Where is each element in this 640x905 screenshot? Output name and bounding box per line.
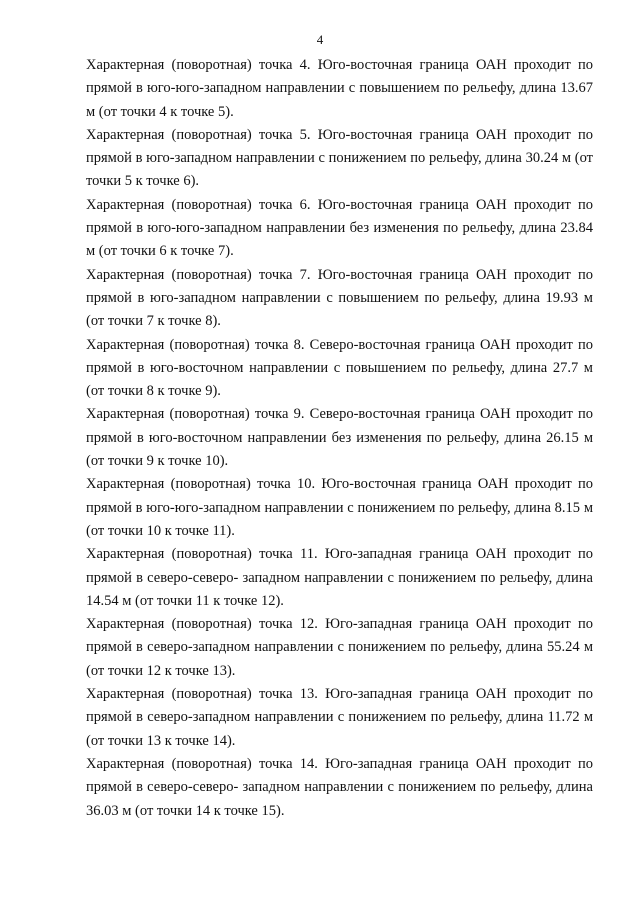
paragraph-point-8: Характерная (поворотная) точка 8. Северо-восточная граница ОАН проходит по прямой в юго-восточном направлении с повышением по рельефу, длина 27.7 м (от точки 8 к точке 9).: [86, 336, 593, 400]
document-body: [86, 54, 593, 823]
page-number: 4: [316, 32, 324, 47]
paragraph-point-12: Характерная (поворотная) точка 12. Юго-западная граница ОАН проходит по прямой в северо-западном направлении с понижением по рельефу, длина 55.24 м (от точки 12 к точке 13).: [86, 616, 593, 679]
paragraph-point-7: Характерная (поворотная) точка 7. Юго-восточная граница ОАН проходит по прямой в юго-западном направлении с повышением по рельефу, длина 19.93 м (от точки 7 к точке 8).: [86, 266, 593, 330]
paragraph-point-4: Характерная (поворотная) точка 4. Юго-восточная граница ОАН проходит по прямой в юго-юго-западном направлении с повышением по рельефу, длина 13.67 м (от точки 4 к точке 5).: [86, 57, 593, 120]
paragraph-point-11: Характерная (поворотная) точка 11. Юго-западная граница ОАН проходит по прямой в северо-северо- западном направлении с понижением по рельефу, длина 14.54 м (от точки 11 к точке 12).: [86, 546, 593, 609]
paragraph-point-13: Характерная (поворотная) точка 13. Юго-западная граница ОАН проходит по прямой в северо-западном направлении с понижением по рельефу, длина 11.72 м (от точки 13 к точке 14).: [86, 686, 593, 749]
paragraph-point-9: Характерная (поворотная) точка 9. Северо-восточная граница ОАН проходит по прямой в юго-восточном направлении без изменения по рельефу, длина 26.15 м (от точки 9 к точке 10).: [86, 406, 593, 470]
paragraph-point-10: Характерная (поворотная) точка 10. Юго-восточная граница ОАН проходит по прямой в юго-юго-западном направлении с понижением по рельефу, длина 8.15 м (от точки 10 к точке 11).: [86, 476, 593, 539]
paragraph-point-5: Характерная (поворотная) точка 5. Юго-восточная граница ОАН проходит по прямой в юго-западном направлении с понижением по рельефу, длина 30.24 м (от точки 5 к точке 6).: [86, 126, 593, 190]
paragraph-point-6: Характерная (поворотная) точка 6. Юго-восточная граница ОАН проходит по прямой в юго-юго-западном направлении без изменения по рельефу, длина 23.84 м (от точки 6 к точке 7).: [86, 196, 593, 260]
paragraph-point-14: Характерная (поворотная) точка 14. Юго-западная граница ОАН проходит по прямой в северо-северо- западном направлении с понижением по рельефу, длина 36.03 м (от точки 14 к точке 15).: [86, 755, 593, 819]
